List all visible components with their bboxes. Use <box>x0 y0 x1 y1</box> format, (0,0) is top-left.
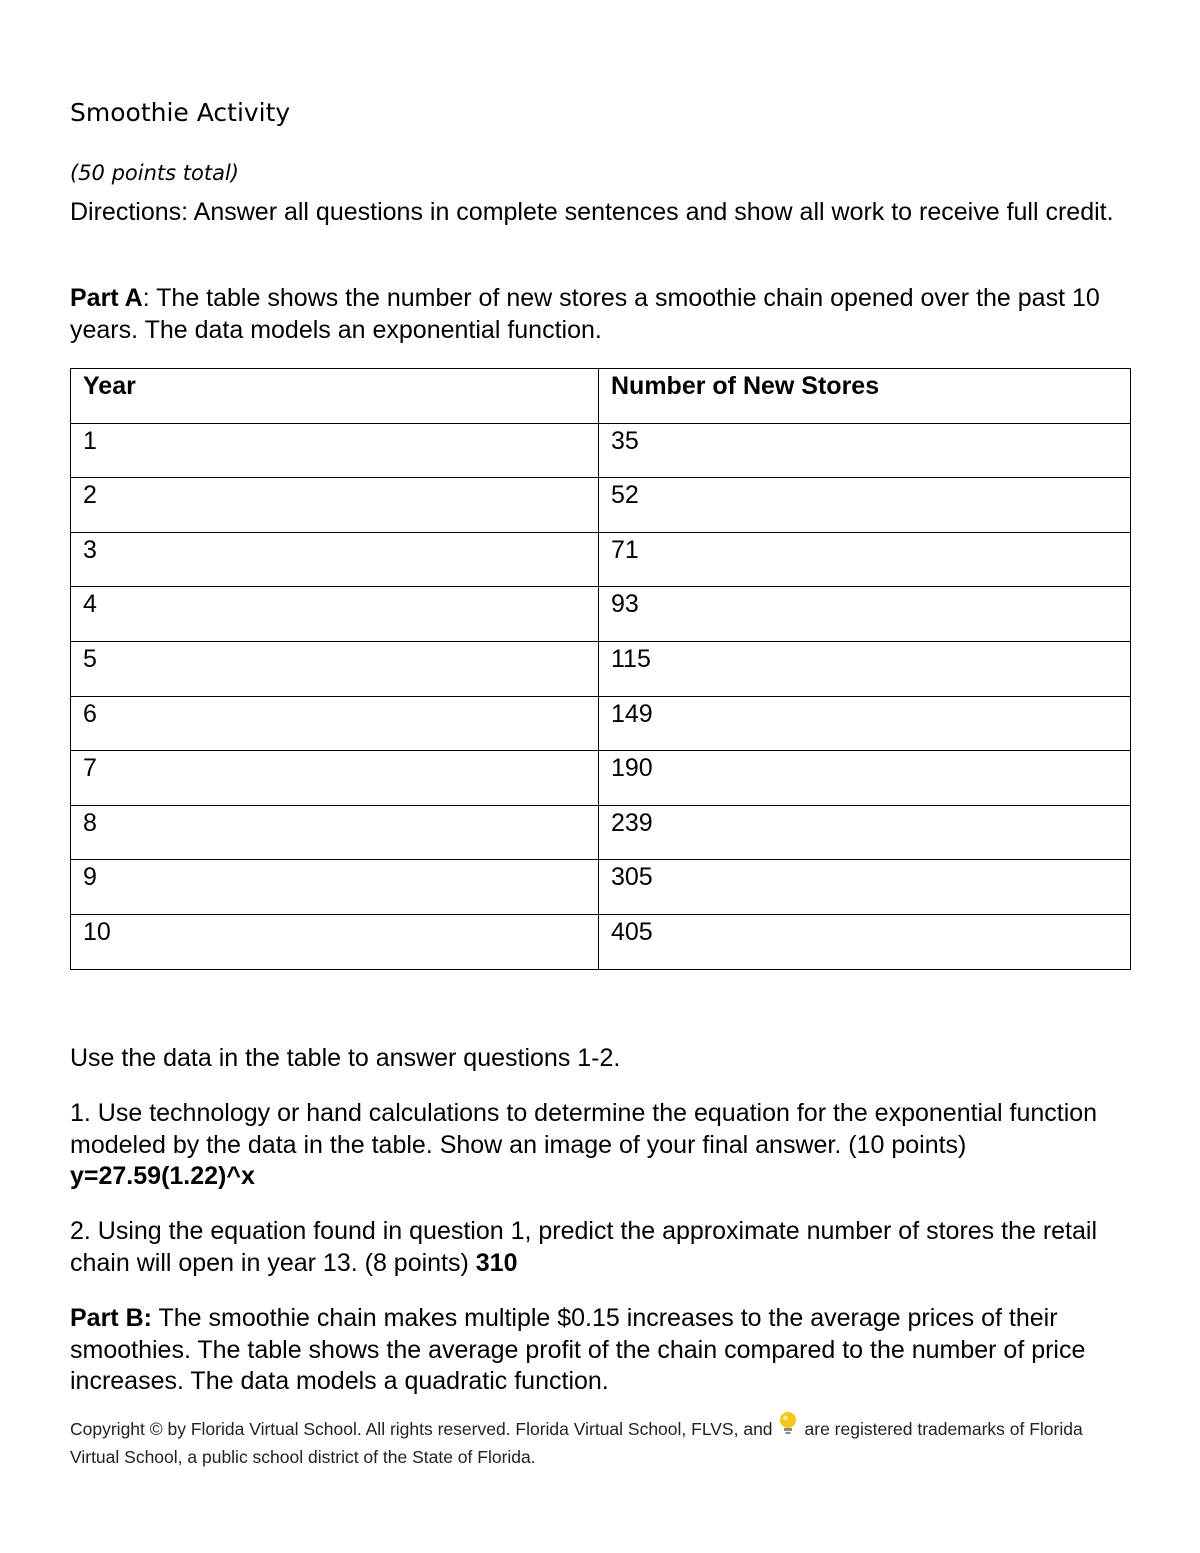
directions: Directions: Answer all questions in complete sentences and show all work to receive full credit. <box>70 198 1114 226</box>
cell-year: 10 <box>71 914 599 969</box>
part-a-text: : The table shows the number of new stores a smoothie chain opened over the past 10 years. The data models an exponential function. <box>70 284 1100 344</box>
points-total: (50 points total) <box>70 161 239 185</box>
cell-stores: 239 <box>599 805 1131 860</box>
part-a-intro <box>70 283 1130 346</box>
part-a-label: Part A <box>70 284 143 312</box>
cell-stores: 71 <box>599 532 1131 587</box>
table-row <box>71 587 1131 642</box>
table-row <box>71 478 1131 533</box>
copyright-notice <box>70 1411 1130 1471</box>
question-1-text: 1. Use technology or hand calculations to determine the equation for the exponential function modeled by the data in the table. Show an image of your final answer. (10 points) <box>70 1099 1098 1159</box>
part-b-intro <box>70 1303 1130 1398</box>
table-row <box>71 532 1131 587</box>
question-2-answer: 310 <box>475 1248 518 1277</box>
table-row <box>71 751 1131 806</box>
cell-stores: 35 <box>599 423 1131 478</box>
lightbulb-highlight <box>783 1416 788 1421</box>
lightbulb-tip <box>785 1432 790 1434</box>
cell-stores: 93 <box>599 587 1131 642</box>
copyright-text-before: Copyright © by Florida Virtual School. All rights reserved. Florida Virtual School, FLVS, and <box>70 1419 773 1439</box>
header-year: Year <box>71 369 599 424</box>
cell-year: 7 <box>71 751 599 806</box>
cell-year: 8 <box>71 805 599 860</box>
part-b-label: Part B: <box>70 1304 152 1332</box>
question-1 <box>70 1098 1130 1193</box>
cell-year: 9 <box>71 860 599 915</box>
cell-year: 3 <box>71 532 599 587</box>
cell-stores: 115 <box>599 641 1131 696</box>
question-1-answer: y=27.59(1.22)^x <box>70 1162 255 1190</box>
table-row <box>71 641 1131 696</box>
table-row <box>71 696 1131 751</box>
cell-year: 1 <box>71 423 599 478</box>
lightbulb-glass <box>780 1412 796 1428</box>
cell-year: 2 <box>71 478 599 533</box>
table-row <box>71 805 1131 860</box>
part-b-text: The smoothie chain makes multiple $0.15 increases to the average prices of their smoothies. The table shows the average profit of the chain compared to the number of price increases. The data models a quadratic function. <box>70 1304 1086 1395</box>
question-2 <box>70 1216 1130 1279</box>
cell-year: 5 <box>71 641 599 696</box>
cell-stores: 305 <box>599 860 1131 915</box>
page-title: Smoothie Activity <box>70 98 291 127</box>
header-new-stores: Number of New Stores <box>599 369 1131 424</box>
cell-stores: 149 <box>599 696 1131 751</box>
cell-year: 6 <box>71 696 599 751</box>
flvs-lightbulb-icon <box>777 1411 799 1437</box>
cell-stores: 190 <box>599 751 1131 806</box>
cell-year: 4 <box>71 587 599 642</box>
table-row <box>71 423 1131 478</box>
use-data-instruction: Use the data in the table to answer questions 1-2. <box>70 1044 621 1072</box>
copyright-text-after: are registered trademarks of Florida Virtual School, a public school district of the State of Florida. <box>70 1419 1083 1467</box>
cell-stores: 52 <box>599 478 1131 533</box>
question-2-text: 2. Using the equation found in question 1, predict the approximate number of stores the retail chain will open in year 13. (8 points) <box>70 1217 1098 1277</box>
stores-table <box>70 368 1131 970</box>
table-row <box>71 860 1131 915</box>
table-row <box>71 914 1131 969</box>
cell-stores: 405 <box>599 914 1131 969</box>
lightbulb-base <box>784 1428 792 1431</box>
table-header-row <box>71 369 1131 424</box>
